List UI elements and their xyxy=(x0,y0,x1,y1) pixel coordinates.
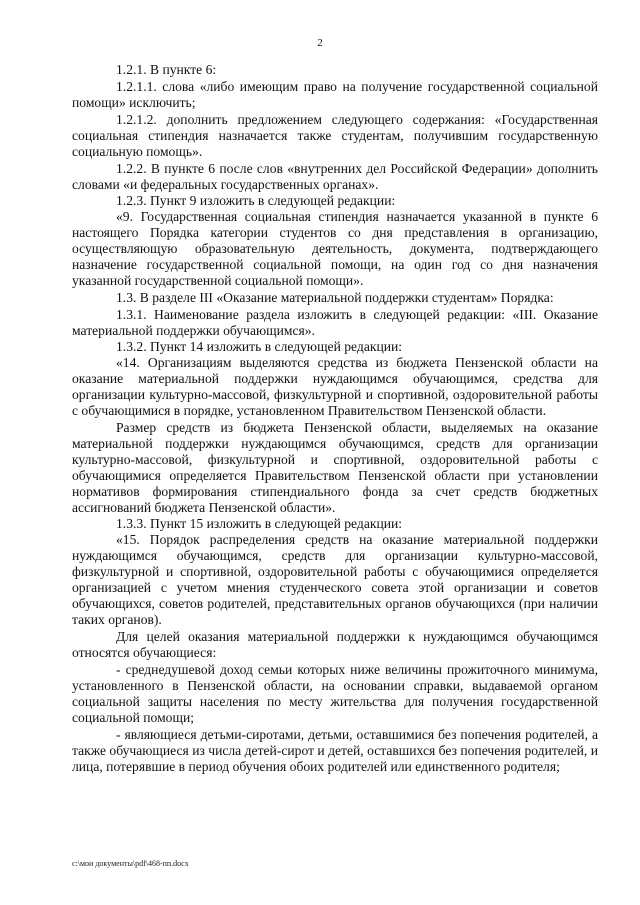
paragraph: 1.2.1.2. дополнить предложением следующего содержания: «Государственная социальная стипендия назначается также студентам, получившим государственную социальную помощь». xyxy=(72,112,598,159)
page-number: 2 xyxy=(317,37,323,49)
paragraph: Для целей оказания материальной поддержки к нуждающимся обучающимся относятся обучающиеся: xyxy=(72,629,598,660)
paragraph: 1.2.2. В пункте 6 после слов «внутренних дел Российской Федерации» дополнить словами «и федеральных государственных органах». xyxy=(72,161,598,192)
paragraph: 1.3.3. Пункт 15 изложить в следующей редакции: xyxy=(116,516,403,531)
paragraph: «14. Организациям выделяются средства из бюджета Пензенской области на оказание материальной поддержки нуждающимся обучающимся, средства для организации культурно-массовой, физкультурной и спортивной, оздоровительной работы с обучающимися в порядке, установленном Правительством Пензенской области. xyxy=(72,355,598,418)
list-item: - среднедушевой доход семьи которых ниже величины прожиточного минимума, установленного в Пензенской области, на основании справки, выдаваемой органом социальной защиты населения по месту жительства для получения государственной социальной помощи; xyxy=(72,662,598,725)
paragraph: «15. Порядок распределения средств на оказание материальной поддержки нуждающимся обучающимся, средств для организации культурно-массовой, физкультурной и спортивной, оздоровительной работы с обучающимися определяется организацией с учетом мнения студенческого совета этой организации и советов обучающихся, советов родителей, представительных органов обучающихся (при наличии таких органов). xyxy=(72,532,598,627)
paragraph: 1.2.3. Пункт 9 изложить в следующей редакции: xyxy=(116,193,396,208)
paragraph: 1.2.1.1. слова «либо имеющим право на получение государственной социальной помощи» исключить; xyxy=(72,79,598,110)
paragraph: Размер средств из бюджета Пензенской области, выделяемых на оказание материальной поддержки нуждающимся обучающимся, средств для организации культурно-массовой, физкультурной и спортивной, оздоровительной работы с обучающимися определяется Правительством Пензенской области при установлении нормативов формирования стипендиального фонда за счет средств бюджетных ассигнований бюджета Пензенской области». xyxy=(72,420,598,515)
footer-file-path: c:\мои документы\pdf\468-пп.docx xyxy=(72,859,189,868)
paragraph: 1.3. В разделе III «Оказание материальной поддержки студентам» Порядка: xyxy=(116,290,554,305)
paragraph: 1.2.1. В пункте 6: xyxy=(116,62,217,77)
document-body xyxy=(72,62,598,775)
paragraph: 1.3.2. Пункт 14 изложить в следующей редакции: xyxy=(116,339,403,354)
paragraph: 1.3.1. Наименование раздела изложить в следующей редакции: «III. Оказание материальной поддержки обучающимся». xyxy=(72,307,598,338)
list-item: - являющиеся детьми-сиротами, детьми, оставшимися без попечения родителей, а также обучающиеся из числа детей-сирот и детей, оставшихся без попечения родителей, и лица, потерявшие в период обучения обоих родителей или единственного родителя; xyxy=(72,727,598,774)
paragraph: «9. Государственная социальная стипендия назначается указанной в пункте 6 настоящего Порядка категории студентов со дня представления в организацию, осуществляющую образовательную деятельность, документа, подтверждающего назначение государственной социальной помощи, на один год со дня назначения указанной государственной социальной помощи». xyxy=(72,209,598,288)
